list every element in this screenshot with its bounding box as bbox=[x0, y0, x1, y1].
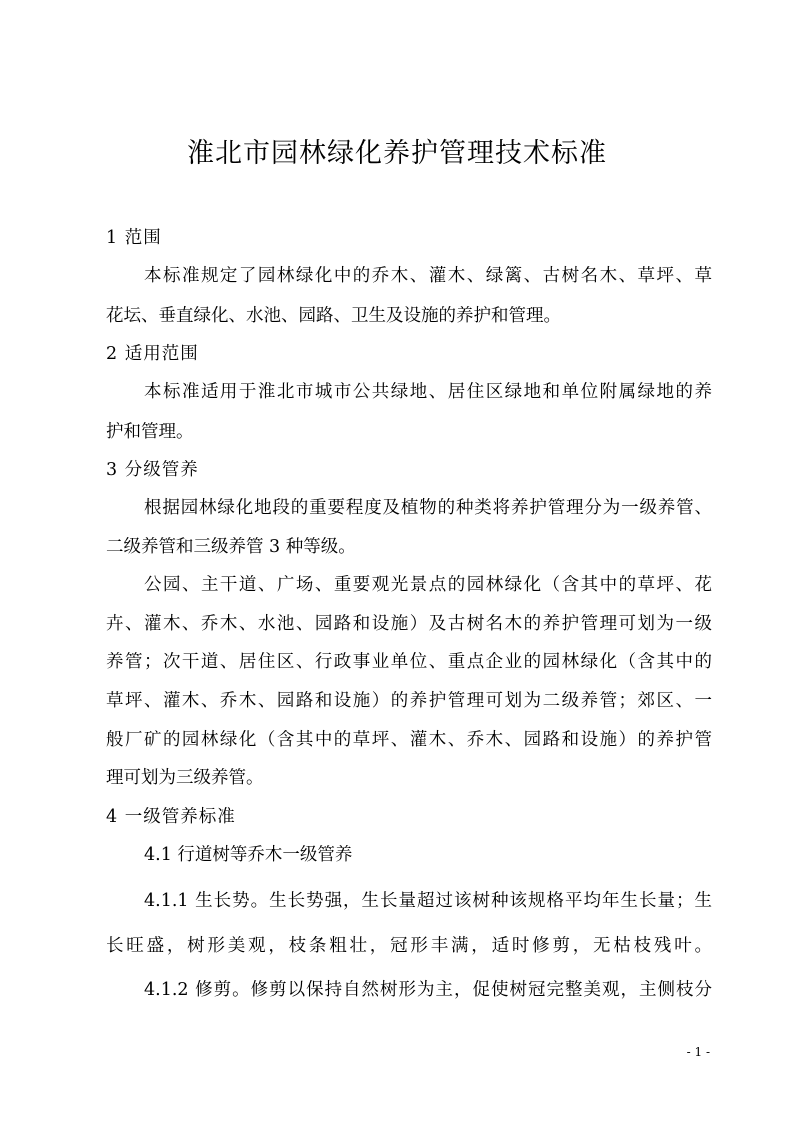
section-heading-level-one: 4 一级管养标准 bbox=[106, 807, 236, 827]
paragraph-line: 本标准适用于淮北市城市公共绿地、居住区绿地和单位附属绿地的养 bbox=[144, 382, 712, 402]
page-number: - 1 - bbox=[686, 1045, 710, 1059]
paragraph-line: 二级养管和三级养管 3 种等级。 bbox=[106, 537, 356, 557]
paragraph-line: 养管；次干道、居住区、行政事业单位、重点企业的园林绿化（含其中的 bbox=[106, 652, 712, 672]
paragraph-line: 般厂矿的园林绿化（含其中的草坪、灌木、乔木、园路和设施）的养护管 bbox=[106, 730, 712, 750]
paragraph-line: 4.1.2 修剪。修剪以保持自然树形为主，促使树冠完整美观，主侧枝分 bbox=[144, 980, 712, 1000]
paragraph-line: 长旺盛，树形美观，枝条粗壮，冠形丰满，适时修剪，无枯枝残叶。 bbox=[106, 936, 712, 956]
paragraph-line: 根据园林绿化地段的重要程度及植物的种类将养护管理分为一级养管、 bbox=[144, 498, 712, 518]
paragraph-line: 本标准规定了园林绿化中的乔木、灌木、绿篱、古树名木、草坪、草 bbox=[144, 266, 712, 286]
paragraph-line: 花坛、垂直绿化、水池、园路、卫生及设施的养护和管理。 bbox=[106, 306, 561, 326]
subsection-heading: 4.1 行道树等乔木一级管养 bbox=[144, 845, 353, 865]
document-title: 淮北市园林绿化养护管理技术标准 bbox=[187, 138, 607, 169]
section-heading-applicable-scope: 2 适用范围 bbox=[106, 344, 199, 364]
paragraph-line: 护和管理。 bbox=[106, 422, 194, 442]
paragraph-line: 理可划为三级养管。 bbox=[106, 768, 264, 788]
paragraph-line: 卉、灌木、乔木、水池、园路和设施）及古树名木的养护管理可划为一级 bbox=[106, 614, 712, 634]
paragraph-line: 4.1.1 生长势。生长势强，生长量超过该树种该规格平均年生长量；生 bbox=[144, 891, 712, 911]
paragraph-line: 公园、主干道、广场、重要观光景点的园林绿化（含其中的草坪、花 bbox=[144, 575, 712, 595]
section-heading-scope: 1 范围 bbox=[106, 228, 162, 248]
section-heading-grading: 3 分级管养 bbox=[106, 460, 199, 480]
paragraph-line: 草坪、灌木、乔木、园路和设施）的养护管理可划为二级养管；郊区、一 bbox=[106, 691, 712, 711]
